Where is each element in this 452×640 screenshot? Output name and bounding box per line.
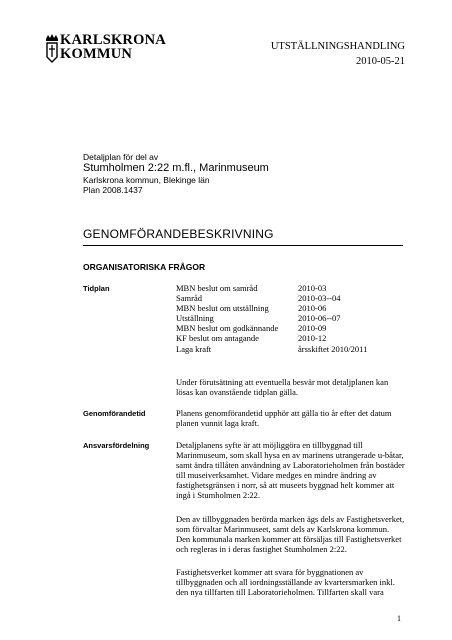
text-line: Den kommunala marken kommer att försäljas till Fastighetsverket: [176, 534, 402, 545]
text-line: samt ändra tillåten användning av Laboratorieholmen från bostäder: [176, 460, 405, 471]
ansvar-paragraph-2: [176, 514, 416, 554]
schedule-date: 2010-03: [298, 283, 327, 293]
tidplan-note: [176, 377, 416, 397]
schedule-row: [176, 333, 376, 343]
schedule-event: KF beslut om antagande: [176, 333, 259, 344]
crown-crest-icon: [44, 33, 60, 63]
schedule-date: 2010-06--07: [298, 313, 341, 324]
label-ansvarsfordelning: Ansvarsfördelning: [83, 441, 150, 450]
text-line: Planens genomförandetid upphör att gälla tio år efter det datum: [176, 408, 392, 418]
schedule-event: Laga kraft: [176, 343, 212, 354]
municipality-logo: [44, 32, 166, 65]
schedule-row: [176, 344, 376, 354]
text-line: Under förutsättning att eventuella besvär mot detaljplanen kan: [176, 377, 389, 387]
intro-line-4: Plan 2008.1437: [83, 185, 143, 195]
intro-line-1: Detaljplan för del av: [83, 152, 159, 162]
text-line: Den av tillbyggnaden berörda marken ägs dels av Fastighetsverket,: [176, 514, 405, 524]
document-type: UTSTÄLLNINGSHANDLING: [270, 41, 405, 52]
text-line: och regleras in i deras fastighet Stumholmen 2:22.: [176, 544, 347, 555]
label-tidplan: Tidplan: [83, 284, 110, 293]
text-line: ingå i Stumholmen 2:22.: [176, 490, 261, 501]
document-title: GENOMFÖRANDEBESKRIVNING: [83, 227, 403, 246]
text-line: Marinmuseum, som skall hysa en av marinens utrangerade u-båtar,: [176, 450, 404, 461]
text-line: tillbyggnaden och all iordningsställande av kvartersmarken inkl.: [176, 577, 395, 588]
text-line: fastighetsgränsen i norr, så att museets byggnad helt kommer att: [176, 480, 395, 491]
schedule-row: [176, 283, 376, 293]
plan-intro: [83, 152, 269, 195]
schedule-date: årsskiftet 2010/2011: [298, 343, 368, 354]
ansvar-paragraph-1: [176, 440, 416, 501]
ansvar-paragraph-3: [176, 567, 416, 597]
schedule-row: [176, 293, 376, 303]
schedule-date: 2010-06: [298, 303, 327, 314]
schedule-event: MBN beslut om samråd: [176, 283, 258, 293]
label-genomforandetid: Genomförandetid: [83, 409, 146, 418]
schedule-row: [176, 323, 376, 333]
text-line: Fastighetsverket kommer att svara för byggnationen av: [176, 567, 364, 577]
page-number: 1: [397, 614, 401, 623]
schedule-event: Samråd: [176, 293, 202, 304]
text-line: till museiverksamhet. Vidare medges en mindre ändring av: [176, 470, 377, 481]
text-line: planen vunnit laga kraft.: [176, 418, 260, 429]
schedule-row: [176, 313, 376, 323]
document-date: 2010-05-21: [356, 56, 405, 67]
logo-text-line1: KARLSKRONA: [60, 32, 166, 48]
schedule-table: [176, 283, 376, 354]
schedule-row: [176, 303, 376, 313]
schedule-date: 2010-12: [298, 333, 327, 344]
text-line: lösas kan ovanstående tidplan gälla.: [176, 387, 299, 398]
schedule-event: MBN beslut om godkännande: [176, 323, 279, 334]
text-line: som förvaltar Marinmuseet, samt dels av Karlskrona kommun.: [176, 524, 390, 535]
text-line: Detaljplanens syfte är att möjliggöra en tillbyggnad till: [176, 440, 363, 450]
plan-name: Stumholmen 2:22 m.fl., Marinmuseum: [83, 162, 269, 174]
text-line: den nya tillfarten till Laboratorieholmen. Tillfarten skall vara: [176, 587, 384, 598]
schedule-date: 2010-09: [298, 323, 327, 334]
schedule-event: MBN beslut om utställning: [176, 303, 269, 314]
intro-line-3: Karlskrona kommun, Blekinge län: [83, 175, 210, 185]
genomforandetid-text: [176, 408, 416, 428]
schedule-event: Utställning: [176, 313, 214, 324]
schedule-date: 2010-03--04: [298, 293, 341, 304]
section-heading: ORGANISATORISKA FRÅGOR: [83, 262, 206, 272]
logo-text-line2: KOMMUN: [60, 46, 133, 62]
